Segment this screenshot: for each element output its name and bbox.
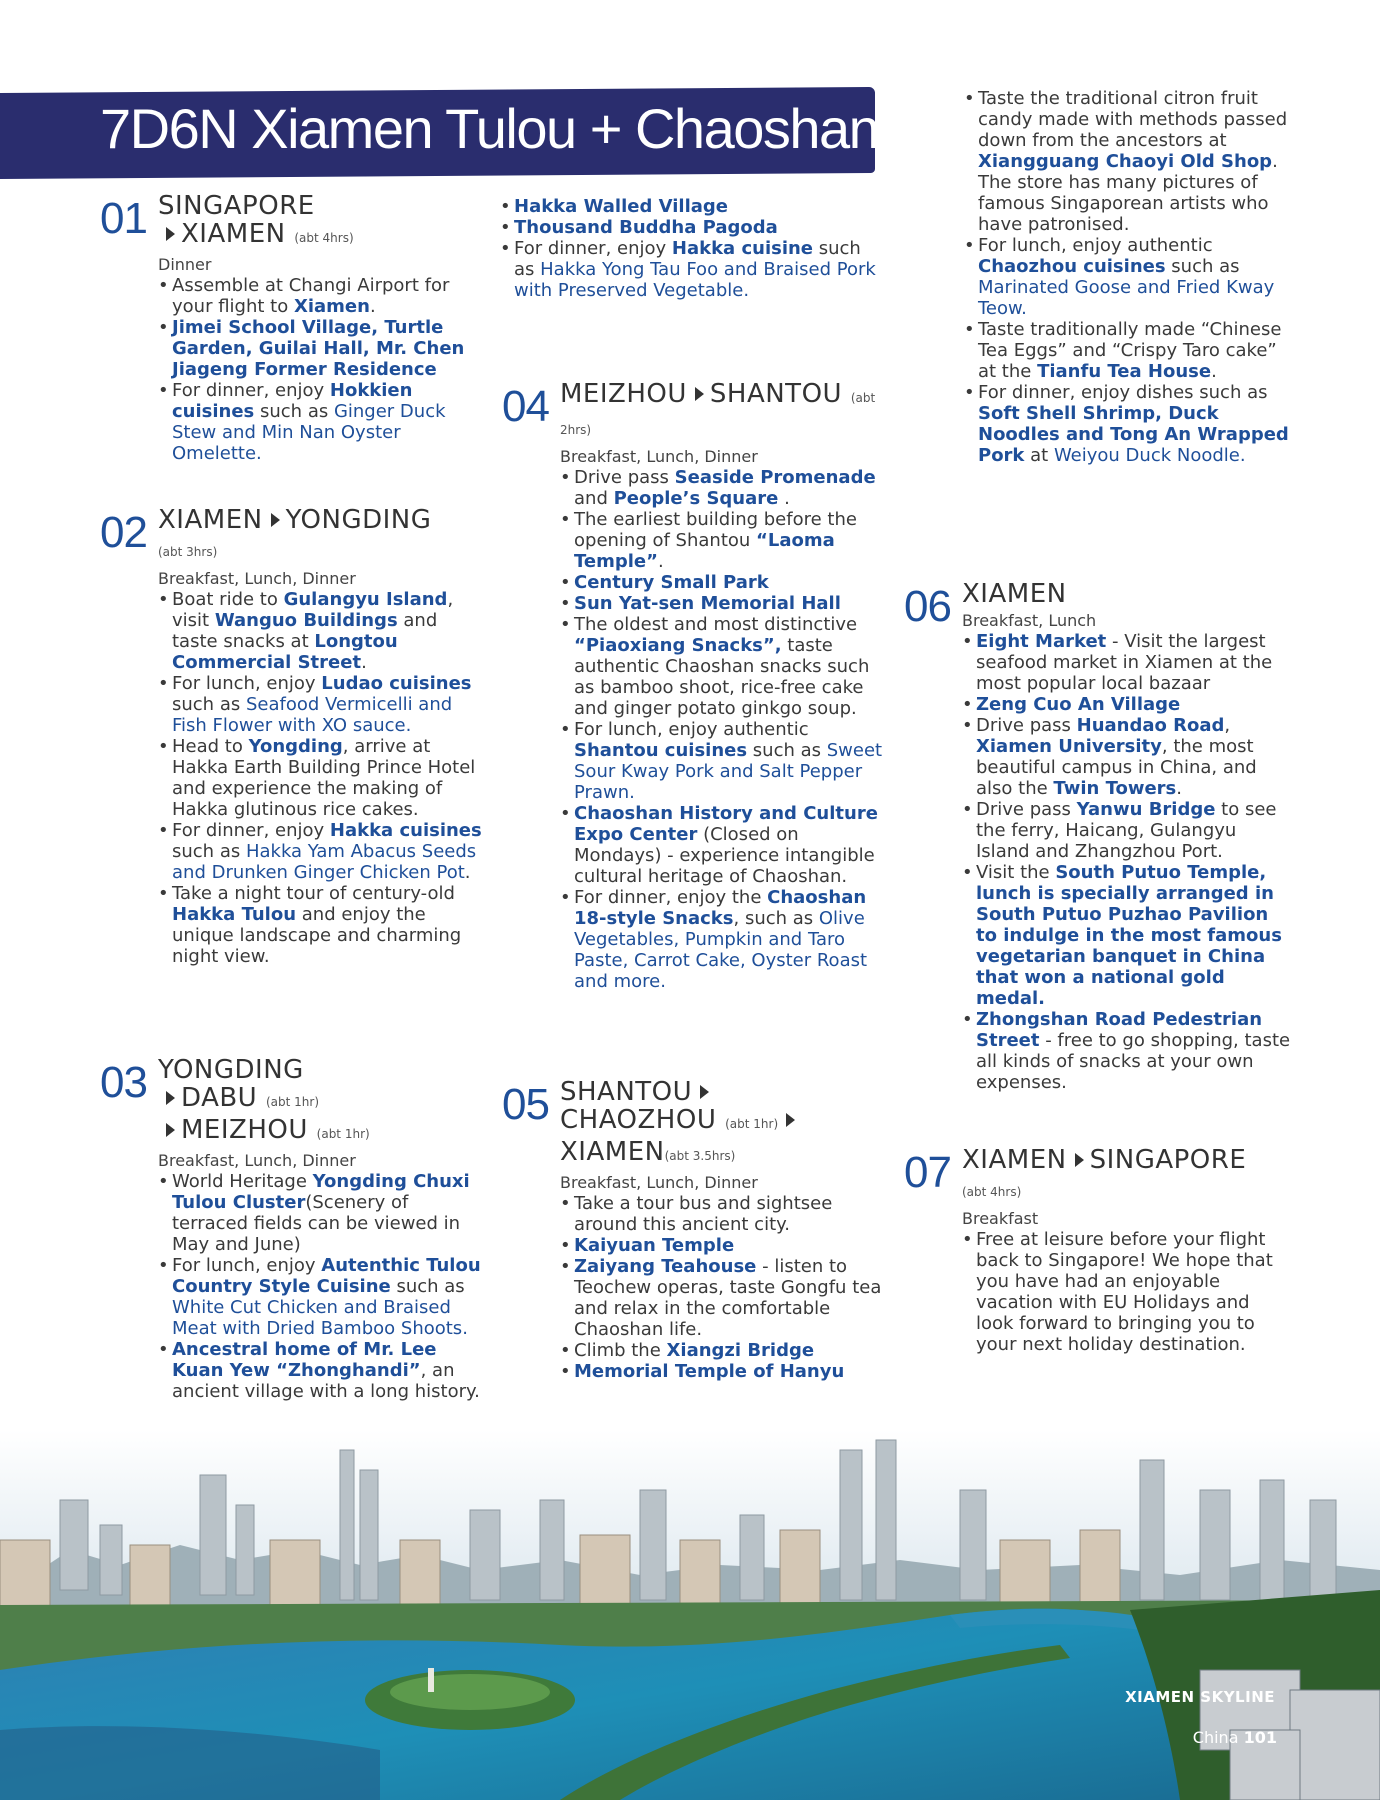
day-number: 07 [904,1148,951,1197]
item-text: , an ancient village with a long history. [172,1360,480,1402]
highlight-text: People’s Square [613,488,779,509]
meals: Dinner [158,255,212,274]
footer-section: China [1192,1728,1239,1747]
route-stop: XIAMEN [158,505,263,535]
item-text: Take a night tour of century-old [172,883,455,904]
duration: (abt 4hrs) [294,231,354,245]
highlight-text: Huandao Road [1076,715,1225,736]
item-text: For dinner, enjoy [172,380,330,401]
meals: Breakfast [962,1209,1039,1228]
route-stop: XIAMEN [962,579,1067,609]
list-item [500,196,880,217]
meals: Breakfast, Lunch, Dinner [158,1151,356,1170]
item-text: Visit the [976,862,1056,883]
highlight-text: Hakka cuisines [329,820,482,841]
route-stop: SHANTOU [560,1077,693,1107]
duration: (abt 1hr) [725,1117,779,1131]
item-text: Drive pass [976,799,1077,820]
item-text: taste authentic Chaoshan snacks such as bamboo shoot, rice-free cake and ginger potato ginkgo soup. [574,635,870,719]
list-item [962,715,1292,799]
route-stop: YONGDING [158,1055,304,1085]
link-text: Ginger Duck Stew and Min Nan Oyster Omelette. [172,401,446,464]
link-text: Sweet Sour Kway Pork and Salt Pepper Prawn. [574,740,883,803]
day-title [560,380,890,444]
list-item [158,673,488,736]
day-number: 05 [502,1080,549,1129]
list-item [964,235,1294,319]
arrow-icon [786,1113,795,1127]
day-05-continued [964,88,1294,466]
highlight-text: Hokkien cuisines [172,380,413,422]
list-item [158,1255,488,1339]
itinerary-list [158,275,488,464]
item-text: . [778,488,790,509]
list-item [962,694,1292,715]
arrow-icon [700,1085,709,1099]
item-text: such as [172,841,246,862]
day-number: 04 [502,382,549,431]
list-item [560,1193,890,1235]
day-03-continued [500,196,880,301]
highlight-text: Thousand Buddha Pagoda [514,217,778,238]
highlight-text: Xiamen [293,296,370,317]
highlight-text: Xiamen University [976,736,1162,757]
list-item [158,380,488,464]
highlight-text: Tianfu Tea House [1037,361,1212,382]
item-text: Taste traditionally made “Chinese Tea Eggs” and “Crispy Taro cake” at the [978,319,1282,382]
highlight-text: Hakka Walled Village [514,196,728,217]
item-text: and taste snacks at [172,610,438,652]
link-text: Marinated Goose and Fried Kway Teow. [978,277,1275,319]
day-number: 06 [904,582,951,631]
item-text: to see the ferry, Haicang, Gulangyu Island and Zhangzhou Port. [976,799,1277,862]
list-item [560,719,890,803]
list-item [962,862,1292,1009]
item-text: , arrive at Hakka Earth Building Prince Hotel and experience the making of Hakka glutinous rice cakes. [172,736,476,820]
route-stop: SHANTOU [709,379,843,409]
day-title [962,580,1292,608]
item-text: such as [390,1276,465,1297]
link-text: Weiyou Duck Noodle. [1053,445,1246,466]
route-stop: SINGAPORE [1089,1145,1247,1175]
day-number: 03 [100,1058,147,1107]
highlight-text: Ancestral home of Mr. Lee Kuan Yew “Zhonghandi” [172,1339,437,1381]
item-text: World Heritage [172,1171,313,1192]
day-body [962,1146,1292,1355]
list-item [158,1339,488,1402]
highlight-text: Seaside Promenade [674,467,876,488]
item-text: . [369,296,376,317]
route-stop: CHAOZHOU [560,1105,717,1135]
item-text: (Scenery of terraced fields can be viewed in May and June) [172,1192,461,1255]
item-text: and [574,488,614,509]
item-text: Boat ride to [172,589,284,610]
itinerary-list [158,1171,488,1402]
meals: Breakfast, Lunch, Dinner [560,1173,758,1192]
meals: Breakfast, Lunch, Dinner [158,569,356,588]
highlight-text: Longtou Commercial Street [172,631,398,673]
list-item [158,589,488,673]
day-title [158,506,488,566]
highlight-text: Twin Towers [1053,778,1177,799]
highlight-text: Zeng Cuo An Village [976,694,1181,715]
list-item [560,572,890,593]
duration: (abt 3.5hrs) [664,1149,736,1163]
item-text: The earliest building before the opening of Shantou [574,509,857,551]
duration: (abt 2hrs) [560,391,876,437]
item-text: Climb the [574,1340,667,1361]
highlight-text: Memorial Temple of Hanyu [574,1361,845,1382]
list-item [964,319,1294,382]
list-item [560,509,890,572]
arrow-icon [1075,1153,1084,1167]
list-item [962,631,1292,694]
list-item [560,614,890,719]
route-stop: YONGDING [285,505,432,535]
item-text: For dinner, enjoy the [574,887,768,908]
item-text: . [657,551,664,572]
day-body [560,380,890,992]
page-footer [1193,1728,1277,1747]
list-item [560,1235,890,1256]
item-text: and enjoy the unique landscape and charming night view. [172,904,462,967]
highlight-text: Autenthic Tulou Country Style Cuisine [172,1255,481,1297]
highlight-text: Yongding [248,736,343,757]
item-text: . [1211,361,1217,382]
list-item [560,1361,890,1382]
list-item [158,820,488,883]
item-text: Free at leisure before your flight back to Singapore! We hope that you have had an enjoyable vacation with EU Holidays and look forward to bringing you to your next holiday destination. [976,1229,1273,1355]
highlight-text: Eight Market [976,631,1107,652]
item-text: , [1224,715,1231,736]
day-body [158,1056,488,1402]
highlight-text: Xiangguang Chaoyi Old Shop [978,151,1273,172]
route-stop: XIAMEN [181,219,286,249]
highlight-text: Jimei School Village, Turtle Garden, Guilai Hall, Mr. Chen Jiageng Former Residence [172,317,465,380]
item-text: such as [172,694,246,715]
xiamen-skyline-photo [0,1430,1380,1800]
item-text: such as [514,238,861,280]
list-item [560,467,890,509]
highlight-text: Ludao cuisines [321,673,472,694]
highlight-text: Soft Shell Shrimp, Duck Noodles and Tong An Wrapped Pork [978,403,1289,466]
day-body [560,1078,890,1382]
arrow-icon [271,513,280,527]
day-number: 02 [100,508,147,557]
day-number: 01 [100,194,147,243]
duration: (abt 4hrs) [962,1185,1022,1199]
highlight-text: Zhongshan Road Pedestrian Street [976,1009,1263,1051]
highlight-text: Zaiyang Teahouse [574,1256,757,1277]
day-title [962,1146,1292,1206]
item-text: . [1176,778,1183,799]
list-item [560,803,890,887]
item-text: Head to [172,736,249,757]
route-stop: XIAMEN [560,1137,665,1167]
route-stop: DABU [181,1083,258,1113]
item-text: For dinner, enjoy dishes such as [978,382,1268,403]
highlight-text: “Piaoxiang Snacks”, [574,635,782,656]
list-item [962,799,1292,862]
highlight-text: “Laoma Temple” [574,530,835,572]
duration: (abt 3hrs) [158,545,218,559]
item-text: - listen to Teochew operas, taste Gongfu tea and relax in the comfortable Chaoshan life. [574,1256,882,1340]
page-title: 7D6N Xiamen Tulou + Chaoshan [100,97,879,160]
itinerary-list [560,467,890,992]
list-item [964,88,1294,235]
list-item [158,275,488,317]
duration: (abt 1hr) [265,1095,320,1109]
list-item [560,1340,890,1361]
list-item [500,238,880,301]
route-stop: MEIZHOU [181,1115,308,1145]
route-stop: MEIZHOU [560,379,687,409]
item-text: For dinner, enjoy [514,238,672,259]
duration: (abt 1hr) [316,1127,370,1141]
item-text: , the most beautiful campus in China, and also the [976,736,1257,799]
photo-caption: XIAMEN SKYLINE [1125,1688,1275,1706]
arrow-icon [166,1091,175,1105]
list-item [560,887,890,992]
highlight-text: Shantou cuisines [574,740,748,761]
item-text: Assemble at Changi Airport for your flight to [172,275,450,317]
item-text: . [464,862,471,883]
highlight-text: Chaoshan 18-style Snacks [574,887,867,929]
item-text: For lunch, enjoy [172,673,322,694]
highlight-text: Gulangyu Island [283,589,448,610]
item-text: , such as [733,908,819,929]
highlight-text: Yanwu Bridge [1076,799,1216,820]
meals: Breakfast, Lunch, Dinner [560,447,758,466]
highlight-text: Chaoshan History and Culture Expo Center [574,803,878,845]
itinerary-list [964,88,1294,466]
day-body [158,192,488,464]
day-title [158,1056,488,1148]
meals: Breakfast, Lunch [962,611,1097,630]
list-item [962,1009,1292,1093]
highlight-text: Century Small Park [574,572,769,593]
arrow-icon [166,1123,175,1137]
list-item [158,317,488,380]
day-body [158,506,488,967]
route-stop: SINGAPORE [158,191,315,221]
highlight-text: Hakka cuisine [671,238,814,259]
item-text: Taste the traditional citron fruit candy made with methods passed down from the ancestors at [978,88,1288,151]
highlight-text: Hakka Tulou [172,904,297,925]
item-text: - Visit the largest seafood market in Xiamen at the most popular local bazaar [976,631,1273,694]
list-item [560,1256,890,1340]
route-stop: XIAMEN [962,1145,1067,1175]
item-text: such as [1165,256,1240,277]
arrow-icon [695,387,704,401]
arrow-icon [166,227,175,241]
item-text: at [1024,445,1054,466]
item-text: such as [254,401,334,422]
highlight-text: Wanguo Buildings [214,610,398,631]
list-item [158,736,488,820]
item-text: . [361,652,367,673]
item-text: - free to go shopping, taste all kinds of snacks at your own expenses. [976,1030,1291,1093]
item-text: Take a tour bus and sightsee around this ancient city. [574,1193,833,1235]
list-item [500,217,880,238]
day-title [560,1078,890,1170]
itinerary-list [962,631,1292,1093]
highlight-text: Sun Yat-sen Memorial Hall [574,593,841,614]
highlight-text: Chaozhou cuisines [978,256,1166,277]
highlight-text: Xiangzi Bridge [666,1340,815,1361]
itinerary-list [158,589,488,967]
list-item [964,382,1294,466]
item-text: , visit [172,589,454,631]
item-text: The oldest and most distinctive [574,614,858,635]
item-text: (Closed on Mondays) - experience intangible cultural heritage of Chaoshan. [574,824,875,887]
list-item [560,593,890,614]
item-text: Drive pass [976,715,1077,736]
link-text: Hakka Yam Abacus Seeds and Drunken Ginger Chicken Pot [172,841,477,883]
itinerary-list [500,196,880,301]
day-title [158,192,488,252]
day-body [962,580,1292,1093]
list-item [962,1229,1292,1355]
item-text: For lunch, enjoy authentic [574,719,809,740]
link-text: Seafood Vermicelli and Fish Flower with XO sauce. [172,694,453,736]
itinerary-list [560,1193,890,1382]
highlight-text: Kaiyuan Temple [574,1235,735,1256]
link-text: Hakka Yong Tau Foo and Braised Pork with Preserved Vegetable. [514,259,876,301]
link-text: Olive Vegetables, Pumpkin and Taro Paste, Carrot Cake, Oyster Roast and more. [574,908,868,992]
item-text: . The store has many pictures of famous Singaporean artists who have patronised. [978,151,1278,235]
highlight-text: South Putuo Temple, lunch is specially arranged in South Putuo Puzhao Pavilion to indulge in the most famous vegetarian banquet in China that won a national gold medal. [976,862,1282,1009]
item-text: For lunch, enjoy [172,1255,322,1276]
item-text: For lunch, enjoy authentic [978,235,1213,256]
page-number: 101 [1243,1728,1277,1747]
highlight-text: Yongding Chuxi Tulou Cluster [172,1171,470,1213]
list-item [158,1171,488,1255]
list-item [158,883,488,967]
item-text: such as [747,740,827,761]
item-text: For dinner, enjoy [172,820,330,841]
itinerary-list [962,1229,1292,1355]
item-text: Drive pass [574,467,675,488]
link-text: White Cut Chicken and Braised Meat with Dried Bamboo Shoots. [172,1297,468,1339]
